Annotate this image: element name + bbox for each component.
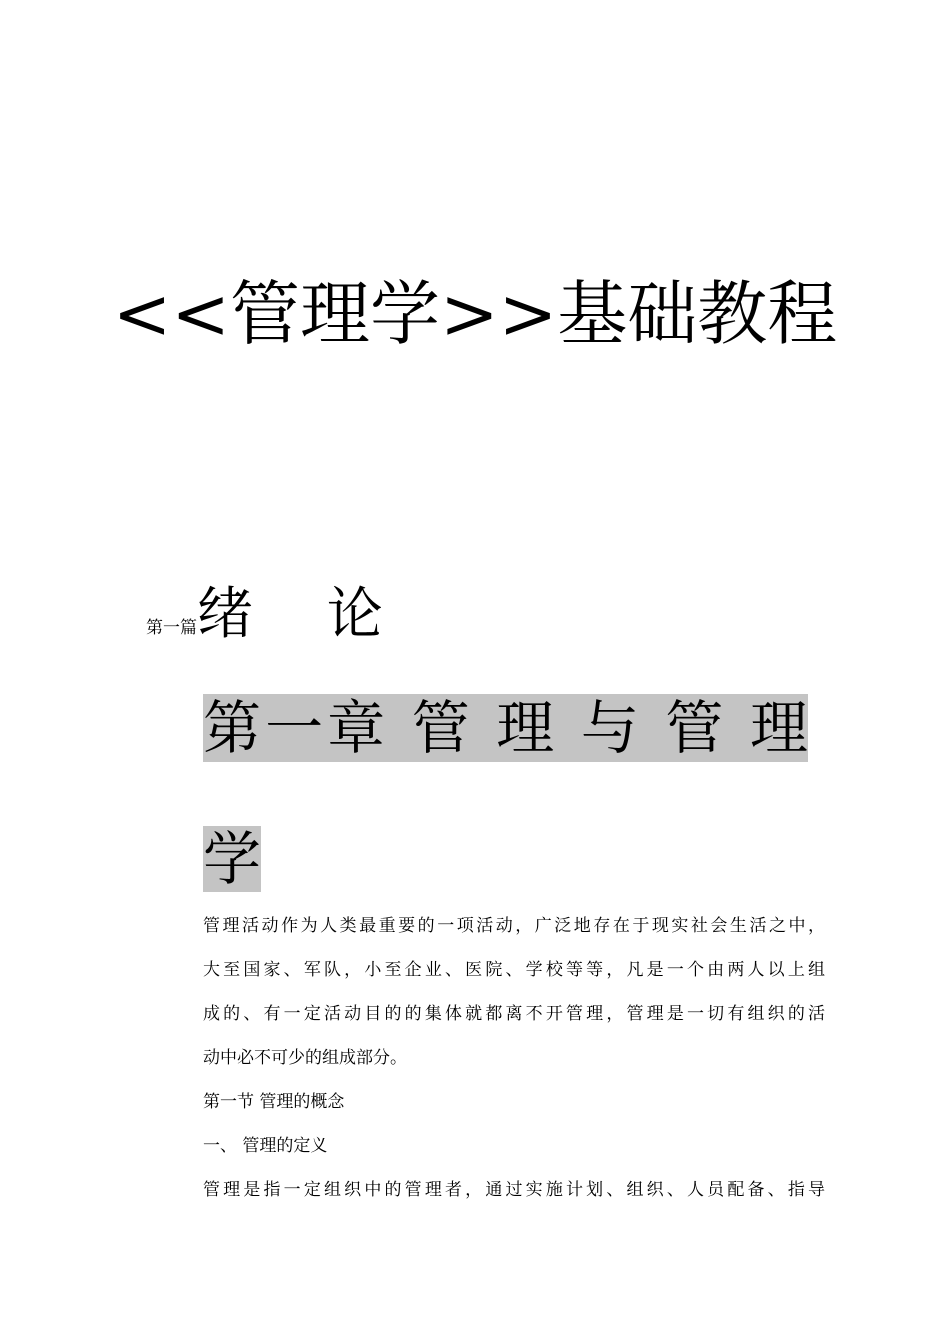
paragraph-line: 大至国家、军队，小至企业、医院、学校等等，凡是一个由两人以上组 — [203, 960, 825, 980]
paragraph-line: 管理是指一定组织中的管理者，通过实施计划、组织、人员配备、指导 — [203, 1180, 825, 1200]
paragraph-line: 动中必不可少的组成部分。 — [203, 1048, 407, 1068]
part-label: 第一篇 — [146, 618, 197, 638]
part-name: 绪 论 — [197, 582, 411, 647]
paragraph-line: 管理活动作为人类最重要的一项活动，广泛地存在于现实社会生活之中， — [203, 916, 825, 936]
definition-paragraph — [203, 1168, 825, 1212]
intro-paragraph — [203, 904, 825, 1080]
section-heading — [203, 1080, 825, 1124]
paragraph-line: 成的、有一定活动目的的集体就都离不开管理，管理是一切有组织的活 — [203, 1004, 825, 1024]
chapter-title-line-2: 学 — [203, 825, 262, 893]
chapter-title-text-1: 第一章 管 理 与 管 理 — [203, 694, 808, 762]
subsection-heading — [203, 1124, 825, 1168]
subsection-heading-text: 一、 管理的定义 — [203, 1136, 328, 1156]
chapter-title-line-1 — [203, 694, 808, 762]
section-heading-text: 第一节 管理的概念 — [203, 1092, 345, 1112]
document-title: <<管理学>>基础教程 — [112, 273, 838, 355]
part-heading — [146, 570, 411, 650]
